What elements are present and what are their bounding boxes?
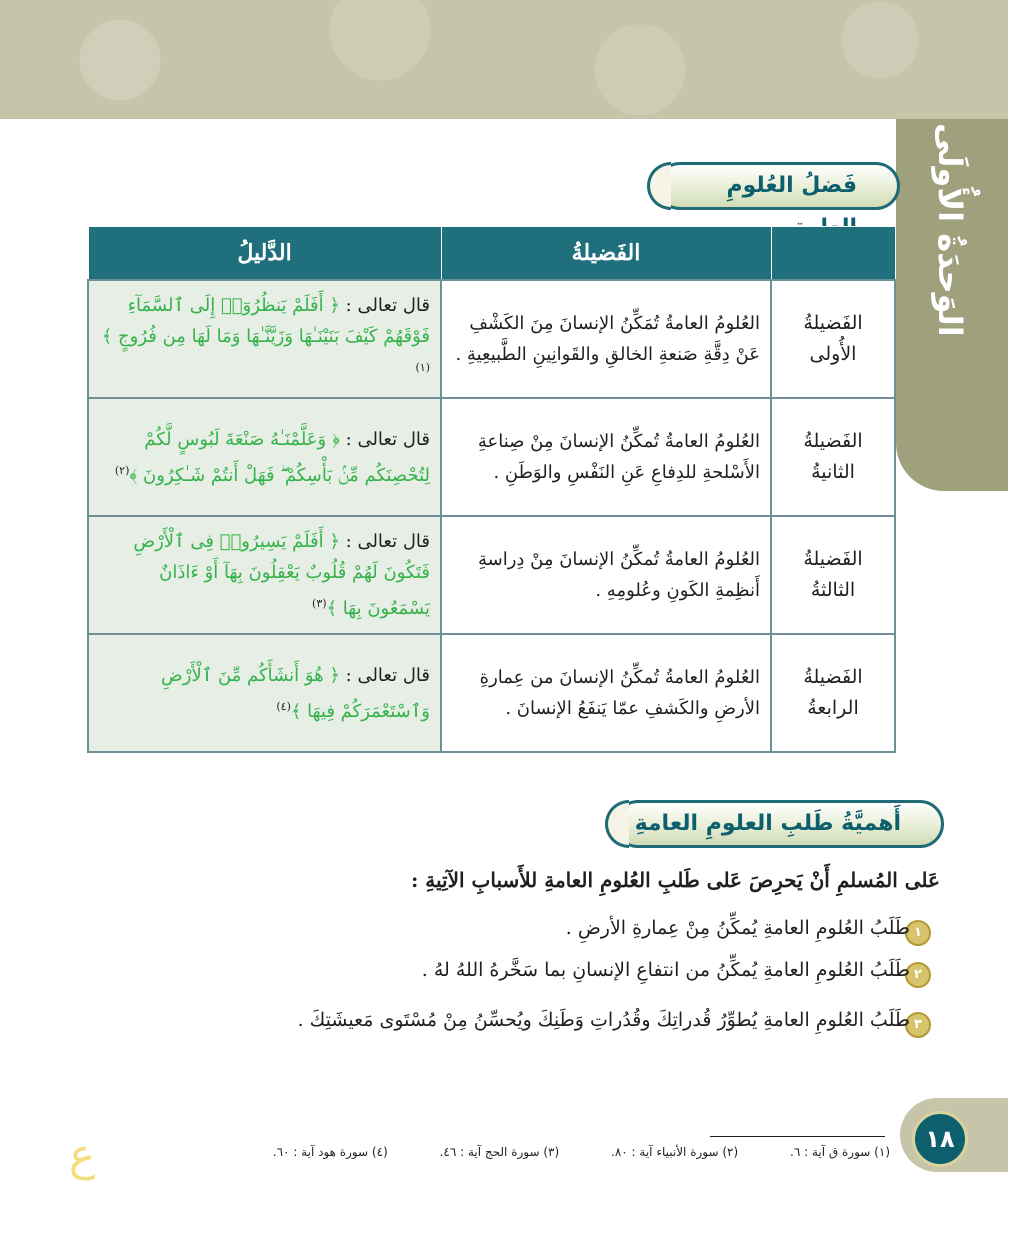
footnotes <box>140 1145 890 1159</box>
header-virtue: الفَضيلةُ <box>441 227 771 281</box>
virtue-label: الفَضيلةُ الثالثةُ <box>771 516 895 634</box>
header-decoration <box>0 0 1008 119</box>
footnote: (٢) سورة الأنبياء آية : ٨٠. <box>611 1145 739 1159</box>
table-row <box>88 398 895 516</box>
proof-cell <box>88 516 441 634</box>
footnote-ref: (٢) <box>114 463 130 477</box>
unit-label: الوَحدَةُ الأُولَى <box>931 123 969 337</box>
table-row <box>88 516 895 634</box>
proof-cell <box>88 280 441 398</box>
table-header-row <box>88 227 895 281</box>
virtue-text: العُلومُ العامةُ تُمكِّنُ الإنسانَ مِنْ دِراسةِ أَنظِمةِ الكَونِ وعُلومِهِ . <box>441 516 771 634</box>
footnote: (٤) سورة هود آية : ٦٠. <box>272 1145 388 1159</box>
page-number: ١٨ <box>912 1111 968 1167</box>
virtue-label: الفَضيلةُ الرابعةُ <box>771 634 895 752</box>
proof-cell <box>88 634 441 752</box>
quran-verse: ﴿ هُوَ أَنشَأَكُم مِّنَ ٱلْأَرْضِ وَٱسْتَعْمَرَكُمْ فِيهَا ﴾ <box>160 664 430 722</box>
virtue-text: العُلومُ العامةُ تُمكِّنُ الإنسانَ من عِمارةِ الأرضِ والكَشفِ عمّا يَنفَعُ الإنسانَ . <box>441 634 771 752</box>
proof-intro: قال تعالى : <box>345 664 430 686</box>
reason-number-badge: ١ <box>900 915 937 952</box>
virtue-text: العُلومُ العامةُ تُمَكِّنُ الإنسانَ مِنَ الكَشْفِ عَنْ دِقَّةِ صَنعةِ الخالقِ والقَوانِينِ الطَّبيعِيةِ . <box>441 280 771 398</box>
footnote-ref: (١) <box>415 361 430 374</box>
reason-item: طَلَبُ العُلومِ العامةِ يُمكِّنُ مِنْ عِمارةِ الأرضِ . <box>565 917 910 939</box>
quran-verse: ﴿ أَفَلَمْ يَسِيرُوا۟ فِى ٱلْأَرْضِ فَتَكُونَ لَهُمْ قُلُوبٌ يَعْقِلُونَ بِهَآ أَوْ ءَاذَانٌ يَسْمَعُونَ بِهَا ﴾ <box>133 531 430 619</box>
footnote-divider <box>710 1136 885 1137</box>
table-row <box>88 280 895 398</box>
table-row <box>88 634 895 752</box>
reason-item: طَلَبُ العُلومِ العامةِ يُطوِّرُ قُدراتِكَ وقُدُراتِ وَطَنِكَ ويُحسِّنُ مِنْ مُسْتَوى مَعيشَتِكَ . <box>297 1009 910 1031</box>
reason-number-badge: ٣ <box>900 1007 937 1044</box>
quran-verse: ﴿ أَفَلَمْ يَنظُرُوٓا۟ إِلَى ٱلسَّمَآءِ فَوْقَهُمْ كَيْفَ بَنَيْنَـٰهَا وَزَيَّنَّـٰهَا وَمَا لَهَا مِن فُرُوجٍ ﴾ <box>101 295 430 347</box>
proof-cell <box>88 398 441 516</box>
virtue-label: الفَضيلةُ الثانيةُ <box>771 398 895 516</box>
reason-number-badge: ٢ <box>900 957 937 994</box>
header-proof: الدَّليلُ <box>88 227 441 281</box>
section-title-importance: أَهميَّةُ طَلبِ العلومِ العامةِ <box>614 800 944 848</box>
virtue-label: الفَضيلةُ الأُولى <box>771 280 895 398</box>
footnote-ref: (٤) <box>276 699 291 713</box>
section-title-virtues: فَضلُ العُلومِ <box>656 162 900 210</box>
footnote: (٣) سورة الحج آية : ٤٦. <box>439 1145 560 1159</box>
proof-intro: قال تعالى : <box>345 428 430 450</box>
proof-intro: قال تعالى : <box>345 531 430 552</box>
proof-intro: قال تعالى : <box>345 295 430 316</box>
footnote: (١) سورة ق آية : ٦. <box>790 1145 890 1159</box>
footnote-ref: (٣) <box>312 597 327 610</box>
virtues-table <box>87 226 896 753</box>
virtue-text: العُلومُ العامةُ تُمكِّنُ الإنسانَ مِنْ صِناعةِ الأَسْلحةِ للدِفاعِ عَنِ النَفْسِ والوَطَنِ . <box>441 398 771 516</box>
importance-intro: عَلى المُسلمِ أَنْ يَحرِصَ عَلى طَلبِ العُلومِ العامةِ للأَسبابِ الآتِيةِ : <box>410 868 940 892</box>
header-label <box>771 227 895 281</box>
reason-item: طَلَبُ العُلومِ العامةِ يُمكِّنُ من انتفاعِ الإنسانِ بما سَخَّرهُ اللهُ لهُ . <box>421 959 910 981</box>
publisher-logo: ع <box>68 1130 96 1181</box>
quran-verse: ﴿ وَعَلَّمْنَـٰهُ صَنْعَةَ لَبُوسٍ لَّكُمْ لِتُحْصِنَكُم مِّنۢ بَأْسِكُمْ ۖ فَهَلْ أَنتُمْ شَـٰكِرُونَ ﴾ <box>129 428 430 486</box>
